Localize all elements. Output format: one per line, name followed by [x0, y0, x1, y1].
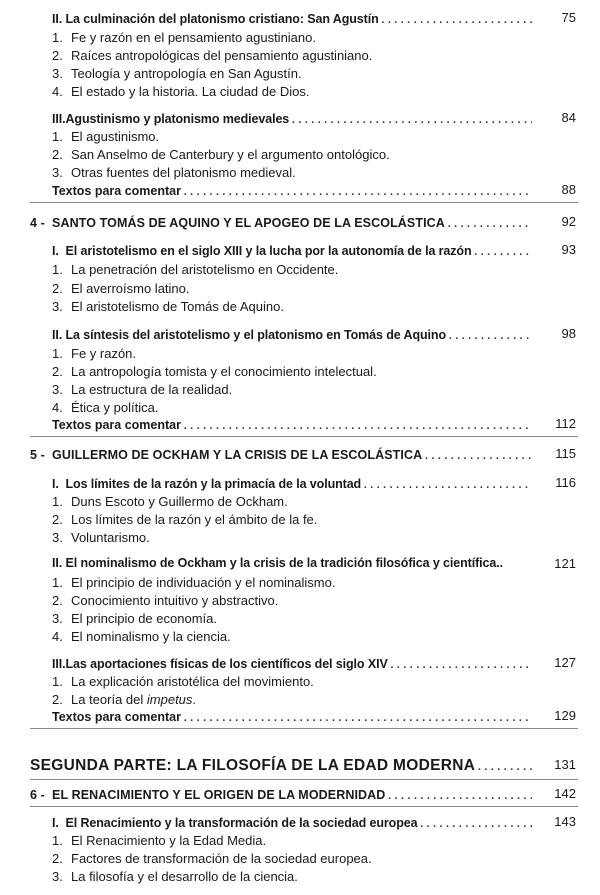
divider: [30, 728, 578, 729]
section-title: El nominalismo de Ockham y la crisis de la tradición filosófica y científica..: [65, 556, 503, 570]
chapter-title: GUILLERMO DE OCKHAM Y LA CRISIS DE LA ESCOLÁSTICA: [52, 448, 423, 462]
page-number: 127: [554, 655, 576, 670]
toc-section-entry[interactable]: [0, 655, 600, 675]
toc-subitem: 3. La filosofía y el desarrollo de la ciencia.: [52, 869, 298, 884]
chapter-number: 6 -: [30, 788, 45, 802]
page-number: 116: [555, 475, 576, 490]
page-number: 142: [554, 786, 576, 801]
page-number: 92: [561, 214, 576, 229]
toc-section-entry[interactable]: [0, 242, 600, 262]
page-number: 129: [554, 708, 576, 723]
page-number: 143: [554, 814, 576, 829]
page-number: 115: [555, 446, 576, 461]
page-number: 112: [555, 416, 576, 431]
chapter-number: 4 -: [30, 216, 45, 230]
page-number: 98: [561, 326, 576, 341]
divider: [30, 779, 578, 780]
toc-subitem: 1. El agustinismo.: [52, 129, 160, 144]
toc-subitem: 1. Fe y razón.: [52, 346, 137, 361]
toc-texts-entry[interactable]: [0, 708, 600, 728]
toc-chapter-entry[interactable]: [0, 786, 600, 806]
toc-subitem: 1. Fe y razón en el pensamiento agustiniano.: [52, 30, 316, 45]
toc-chapter-entry[interactable]: [0, 214, 600, 234]
toc-subitem: 2. La teoría del impetus.: [52, 692, 197, 707]
section-number: II.: [52, 12, 63, 26]
divider: [30, 202, 578, 203]
toc-section-entry[interactable]: [0, 814, 600, 834]
texts-label: Textos para comentar: [52, 184, 181, 198]
toc-texts-entry[interactable]: [0, 416, 600, 436]
section-number: I.: [52, 477, 59, 491]
chapter-title: EL RENACIMIENTO Y EL ORIGEN DE LA MODERNIDAD: [52, 788, 386, 802]
section-number: III.: [52, 657, 66, 671]
toc-subitem: 2. La antropología tomista y el conocimiento intelectual.: [52, 364, 377, 379]
toc-section-entry[interactable]: [0, 110, 600, 130]
toc-subitem: 1. Duns Escoto y Guillermo de Ockham.: [52, 494, 288, 509]
toc-subitem: 3. Otras fuentes del platonismo medieval.: [52, 165, 296, 180]
toc-subitem: 2. Raíces antropológicas del pensamiento agustiniano.: [52, 48, 373, 63]
page-number: 88: [561, 182, 576, 197]
page-number: 131: [554, 757, 576, 772]
toc-subitem: 1. La explicación aristotélica del movimiento.: [52, 674, 314, 689]
page-number: 121: [554, 556, 576, 571]
section-title: El Renacimiento y la transformación de la sociedad europea: [65, 816, 418, 830]
section-title: La síntesis del aristotelismo y el platonismo en Tomás de Aquino: [65, 328, 446, 342]
toc-subitem: 4. Ética y política.: [52, 400, 159, 415]
section-title: La culminación del platonismo cristiano: San Agustín: [65, 12, 379, 26]
toc-part-entry[interactable]: [0, 757, 600, 781]
divider: [30, 436, 578, 437]
toc-subitem: 1. El Renacimiento y la Edad Media.: [52, 833, 267, 848]
chapter-title: SANTO TOMÁS DE AQUINO Y EL APOGEO DE LA ESCOLÁSTICA: [52, 216, 445, 230]
toc-subitem: 2. Los límites de la razón y el ámbito de la fe.: [52, 512, 318, 527]
page-number: 84: [561, 110, 576, 125]
toc-subitem: 4. El estado y la historia. La ciudad de Dios.: [52, 84, 310, 99]
toc-subitem: 4. El nominalismo y la ciencia.: [52, 629, 231, 644]
page-number: 75: [561, 10, 576, 25]
toc-subitem: 2. Conocimiento intuitivo y abstractivo.: [52, 593, 279, 608]
texts-label: Textos para comentar: [52, 418, 181, 432]
section-number: II.: [52, 556, 63, 570]
divider: [30, 806, 578, 807]
section-title: Las aportaciones físicas de los científicos del siglo XIV: [65, 657, 388, 671]
toc-texts-entry[interactable]: [0, 182, 600, 202]
italic-term: impetus: [146, 692, 193, 707]
texts-label: Textos para comentar: [52, 710, 181, 724]
toc-subitem: 2. Factores de transformación de la sociedad europea.: [52, 851, 372, 866]
part-title: SEGUNDA PARTE: LA FILOSOFÍA DE LA EDAD MODERNA: [30, 757, 476, 774]
toc-section-entry[interactable]: [0, 475, 600, 495]
section-title: Agustinismo y platonismo medievales: [65, 112, 290, 126]
toc-chapter-entry[interactable]: [0, 446, 600, 466]
chapter-number: 5 -: [30, 448, 45, 462]
toc-subitem: 3. Voluntarismo.: [52, 530, 150, 545]
toc-subitem: 3. La estructura de la realidad.: [52, 382, 233, 397]
section-title: Los límites de la razón y la primacía de la voluntad: [65, 477, 362, 491]
toc-subitem: 2. El averroísmo latino.: [52, 281, 190, 296]
section-title: El aristotelismo en el siglo XIII y la lucha por la autonomía de la razón: [65, 244, 472, 258]
toc-section-entry[interactable]: [0, 10, 600, 30]
section-number: I.: [52, 816, 59, 830]
section-number: II.: [52, 328, 63, 342]
toc-subitem: 2. San Anselmo de Canterbury y el argumento ontológico.: [52, 147, 390, 162]
toc-subitem: 3. El aristotelismo de Tomás de Aquino.: [52, 299, 284, 314]
toc-subitem: 3. El principio de economía.: [52, 611, 217, 626]
section-number: I.: [52, 244, 59, 258]
toc-section-entry[interactable]: [0, 326, 600, 346]
toc-subitem: 3. Teología y antropología en San Agustín.: [52, 66, 302, 81]
section-number: III.: [52, 112, 66, 126]
toc-section-entry[interactable]: [0, 556, 600, 576]
toc-subitem: 1. El principio de individuación y el nominalismo.: [52, 575, 336, 590]
toc-subitem: 1. La penetración del aristotelismo en Occidente.: [52, 262, 339, 277]
page-number: 93: [561, 242, 576, 257]
